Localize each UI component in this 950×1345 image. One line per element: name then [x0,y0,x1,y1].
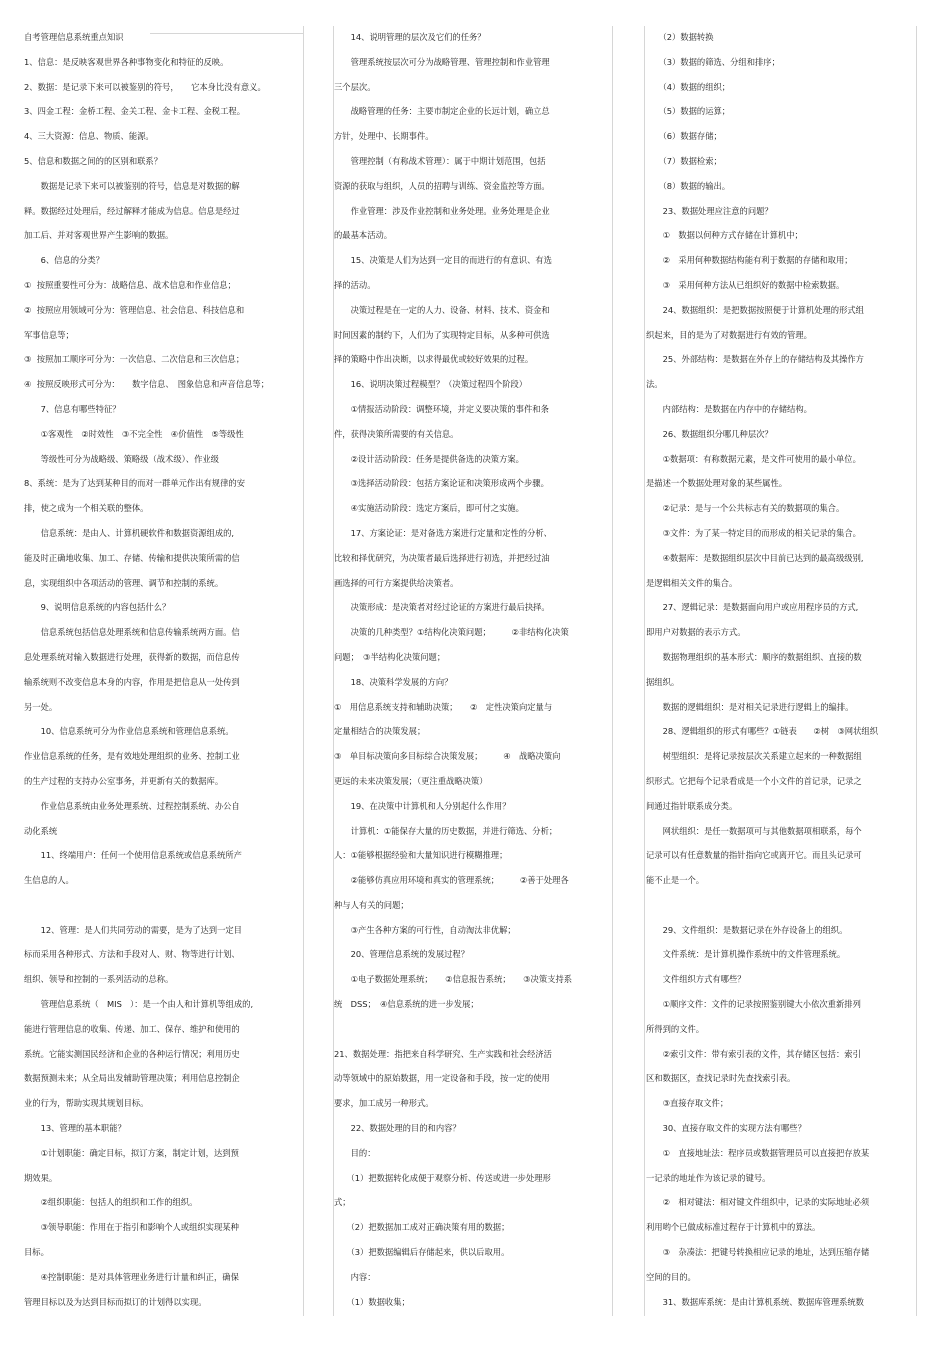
text-line: 20、管理信息系统的发展过程？ [334,949,470,960]
text-line: 军事信息等； [24,329,74,340]
text-line: 系统。它能实测国民经济和企业的各种运行情况；利用历史 [24,1048,240,1059]
text-line: 管理控制（有称战术管理）：属于中期计划范围，包括 [334,155,546,166]
text-line: 19、在决策中计算机和人分别起什么作用？ [334,800,511,811]
text-line: 27、逻辑记录：是数据面向用户或应用程序员的方式, [646,602,859,613]
text-line: 9、说明信息系统的内容包括什么？ [24,602,171,613]
text-line: 的生产过程的支持办公室事务，并更新有关的数据库。 [24,775,224,786]
text-line: ③文件：为了某一特定目的而形成的相关记录的集合。 [646,527,861,538]
text-line: 记录可以有任意数量的指针指向它或离开它。而且头记录可 [646,850,862,861]
text-line: 人：①能够根据经验和大量知识进行模糊推理； [334,850,508,861]
text-line: 输系统则不改变信息本身的内容，作用是把信息从一处传到 [24,676,240,687]
text-line: （3）把数据编辑后存储起来，供以后取用。 [334,1247,510,1258]
text-line: 18、决策科学发展的方向？ [334,676,453,687]
text-line: 一记录的地址作为该记录的键号。 [646,1172,771,1183]
text-line: 23、数据处理应注意的问题？ [646,205,773,216]
text-line: 决策过程是在一定的人力、设备、材料、技术、资金和 [334,304,550,315]
text-line: 3、四金工程：金桥工程、金关工程、金卡工程、金税工程。 [24,106,245,117]
text-line: 择的活动。 [334,279,376,290]
text-line: 26、数据组织分哪几种层次？ [646,428,773,439]
text-line: （6）数据存储； [646,131,722,142]
text-line: ③ 按照加工顺序可分为：一次信息、二次信息和三次信息； [24,354,245,365]
text-line: 能进行管理信息的收集、传递、加工、保存、维护和使用的 [24,1023,240,1034]
text-line: 空间的目的。 [646,1271,696,1282]
text-line: （2）数据转换 [646,32,714,42]
text-line: 组织、领导和控制的一系列活动的总称。 [24,974,174,985]
text-line: ③ 采用何种方法从已组织好的数据中检索数据。 [646,279,845,290]
text-line: 目标。 [24,1247,49,1258]
text-line: 17、方案论证：是对备选方案进行定量和定性的分析、 [334,527,552,538]
text-line: ②记录：是与一个公共标志有关的数据项的集合。 [646,503,845,514]
text-line: 作业管理：涉及作业控制和业务处理。业务处理是企业 [334,205,550,216]
paragraph-gap [646,893,914,918]
text-line: 式； [334,1197,351,1208]
text-column-right [646,25,914,1314]
text-line: 1、信息：是反映客观世界各种事物变化和特征的反映。 [24,56,229,67]
text-line: ① 直接地址法：程序员或数据管理员可以直接把存放某 [646,1147,870,1158]
text-line: 6、信息的分类？ [24,255,104,266]
text-line: 织形式。它把每个记录看成是一个小文件的首记录，记录之 [646,775,862,786]
text-line: 息，实现组织中各项活动的管理、调节和控制的系统。 [24,577,224,588]
text-line: 管理系统按层次可分为战略管理、管理控制和作业管理 [334,56,550,67]
text-line: 织起来，目的是为了对数据进行有效的管理。 [646,329,812,340]
text-line: 择的策略中作出决断，以求得最优或较好效果的过程。 [334,354,534,365]
text-line: ① 数据以何种方式存储在计算机中； [646,230,803,241]
text-line: 管理目标以及为达到目标而拟订的计划得以实现。 [24,1296,207,1307]
text-line: ②设计活动阶段：任务是提供备选的决策方案。 [334,453,524,464]
text-line: 利用哟个已做成标准过程存于计算机中的算法。 [646,1222,821,1233]
text-line: 种与人有关的问题； [334,899,409,910]
text-line: 所得到的文件。 [646,1023,705,1034]
text-line: （4）数据的组织； [646,81,731,92]
text-line: 件，获得决策所需要的有关信息。 [334,428,459,439]
text-line: 动等领域中的原始数据，用一定设备和手段，按一定的使用 [334,1073,550,1084]
text-line: ④控制职能：是对具体管理业务进行计量和纠正，确保 [24,1271,239,1282]
text-line: ①数据项：有称数据元素，是文件可使用的最小单位。 [646,453,861,464]
text-line: 信息系统：是由人、计算机硬软件和数据资源组成的, [24,527,235,538]
text-line: 12、管理：是人们共同劳动的需要，是为了达到一定目 [24,924,242,935]
text-line: 作业信息系统由业务处理系统、过程控制系统、办公自 [24,800,240,811]
text-line: 战略管理的任务：主要市制定企业的长远计划，确立总 [334,106,550,117]
text-line: 即用户对数据的表示方式。 [646,627,746,638]
text-line: 作业信息系统的任务，是有效地处理组织的业务、控制工业 [24,751,240,762]
text-line: 21、数据处理：指把来自科学研究、生产实践和社会经济活 [334,1048,552,1059]
text-line: 比较和择优研究，为决策者最后选择进行初选，并把经过油 [334,552,550,563]
text-line: 数据物理组织的基本形式：顺序的数据组织、直接的数 [646,651,862,662]
text-line: 三个层次。 [334,81,376,92]
text-column-left [24,25,302,1314]
text-line: 决策的几种类型？①结构化决策问题； ②非结构化决策 [334,627,569,638]
text-line: 问题； ③半结构化决策问题； [334,651,446,662]
text-line: 文件组织方式有哪些？ [646,974,746,985]
column-divider [644,26,645,1316]
text-line: 管理信息系统（ MIS ）：是一个由人和计算机等组成的, [24,999,254,1010]
text-line: 画选择的可行方案提供给决策者。 [334,577,459,588]
text-line: 信息系统包括信息处理系统和信息传输系统两方面。信 [24,627,240,638]
text-line: 能及时正确地收集、加工、存储、传输和提供决策所需的信 [24,552,240,563]
text-line: ④实施活动阶段：选定方案后，即可付之实施。 [334,503,524,514]
text-line: 定量相结合的决策发展； [334,726,426,737]
text-line: 5、信息和数据之间的的区别和联系？ [24,155,163,166]
text-line: 区和数据区，查找记录时先查找索引表。 [646,1073,796,1084]
text-line: ③领导职能：作用在于指引和影响个人或组织实现某种 [24,1222,239,1233]
text-line: 内部结构：是数据在内存中的存储结构。 [646,403,812,414]
text-line: 31、数据库系统：是由计算机系统、数据库管理系统数 [646,1296,864,1307]
text-line: 释。数据经过处理后，经过解释才能成为信息。信息是经过 [24,205,240,216]
text-line: ③ 单目标决策向多目标综合决策发展； ④ 战略决策向 [334,751,561,762]
text-line: 2、数据：是记录下来可以被鉴别的符号， 它本身比没有意义。 [24,81,266,92]
column-divider [916,26,917,1316]
text-line: ④数据库：是数据组织层次中目前已达到的最高级级别, [646,552,864,563]
text-line: 法。 [646,379,663,390]
column-divider [612,26,613,1316]
text-line: 资源的获取与组织，人员的招聘与训练、资金监控等方面。 [334,180,550,191]
text-column-middle [334,25,612,1314]
text-line: （8）数据的输出。 [646,180,731,191]
text-line: （5）数据的运算； [646,106,731,117]
text-line: （1）把数据转化成便于观察分析、传送或进一步处理形 [334,1172,551,1183]
text-line: 30、直接存取文件的实现方法有哪些？ [646,1123,806,1134]
text-line: ③直接存取文件； [646,1098,729,1109]
text-line: 数据是记录下来可以被鉴别的符号，信息是对数据的解 [24,180,240,191]
text-line: 24、数据组织：是把数据按照便于计算机处理的形式组 [646,304,864,315]
text-line: 28、逻辑组织的形式有哪些？①链表 ②树 ③网状组织 [646,726,878,737]
text-line: 4、三大资源：信息、物质、能源。 [24,131,154,142]
text-line: ② 采用何种数据结构能有利于数据的存储和取用； [646,255,853,266]
text-line: 网状组织：是任一数据项可与其他数据项相联系，每个 [646,825,862,836]
text-line: ③ 杂凑法：把键号转换相应记录的地址，达到压缩存储 [646,1247,870,1258]
text-line: ① 按照重要性可分为：战略信息、战术信息和作业信息； [24,279,236,290]
text-line: ①客观性 ②时效性 ③不完全性 ④价值性 ⑤等级性 [24,428,244,439]
text-line: 据组织。 [646,676,680,687]
text-line: 统 DSS； ④信息系统的进一步发展； [334,999,479,1010]
text-line: 的最基本活动。 [334,230,393,241]
text-line: 排，使之成为一个相关联的整体。 [24,503,149,514]
text-line: 13、管理的基本职能？ [24,1123,126,1134]
text-line: 16、说明决策过程模型？（决策过程四个阶段） [334,379,528,390]
text-line: 11、终端用户：任何一个使用信息系统或信息系统所产 [24,850,242,861]
text-line: 动化系统 [24,825,58,836]
text-line: 29、文件组织：是数据记录在外存设备上的组织。 [646,924,848,935]
text-line: 数据的逻辑组织：是对相关记录进行逻辑上的编排。 [646,701,854,712]
text-line: （1）数据收集； [334,1296,410,1307]
text-line: 10、信息系统可分为作业信息系统和管理信息系统。 [24,726,234,737]
text-line: 更远的未来决策发展；（更注重战略决策） [334,775,488,786]
text-line: ① 用信息系统支持和辅助决策； ② 定性决策向定量与 [334,701,553,712]
text-line: ①电子数据处理系统； ②信息报告系统； ③决策支持系 [334,974,573,985]
text-line: 期效果。 [24,1172,58,1183]
text-line: 8、系统：是为了达到某种目的而对一群单元作出有规律的安 [24,478,245,489]
text-line: 标而采用各种形式、方法和手段对人、财、物等进行计划、 [24,949,240,960]
text-line: 要求，加工成另一种形式。 [334,1098,434,1109]
text-line: 另一处。 [24,701,58,712]
text-line: ①计划职能：确定目标，拟订方案，制定计划，达到预 [24,1147,239,1158]
text-line: ②索引文件：带有索引表的文件，其存储区包括：索引 [646,1048,861,1059]
text-line: ④ 按照反映形式可分为： 数字信息、 图象信息和声音信息等； [24,379,270,390]
text-line: 14、说明管理的层次及它们的任务？ [334,32,486,42]
text-line: 22、数据处理的目的和内容？ [334,1123,461,1134]
text-line: 生信息的人。 [24,875,74,886]
text-line: 25、外部结构：是数据在外存上的存储结构及其操作方 [646,354,864,365]
text-line: 数据预测未来；从全局出发辅助管理决策；利用信息控制企 [24,1073,240,1084]
text-line: 计算机：①能保存大量的历史数据，并进行筛选、分析； [334,825,558,836]
column-divider [303,26,304,1316]
text-line: 15、决策是人们为达到一定目的而进行的有意识、有选 [334,255,552,266]
text-line: 能不止是一个。 [646,875,705,886]
text-line: （2）把数据加工成对正确决策有用的数据； [334,1222,510,1233]
text-line: ② 按照应用领域可分为：管理信息、社会信息、科技信息和 [24,304,245,315]
text-line: ①情报活动阶段：调整环境，并定义要决策的事件和条 [334,403,549,414]
paragraph-gap [24,893,302,918]
text-line: 自考管理信息系统重点知识 [24,32,124,42]
text-line: 内容： [334,1271,376,1282]
text-line: 间通过指针联系成分类。 [646,800,738,811]
text-line: 是逻辑相关文件的集合。 [646,577,738,588]
text-line: ①顺序文件：文件的记录按照鉴别键大小依次重新排列 [646,999,861,1010]
text-line: （3）数据的筛选、分组和排序； [646,56,780,67]
text-line: ③产生各种方案的可行性，自动淘汰非优解； [334,924,516,935]
text-line: 文件系统：是计算机操作系统中的文件管理系统。 [646,949,846,960]
text-line: 等级性可分为战略级、策略级（战术级）、作业级 [24,453,219,464]
text-line: 目的： [334,1147,376,1158]
text-line: ③选择活动阶段：包括方案论证和决策形成两个步骤。 [334,478,549,489]
text-line: ② 相对键法：相对键文件组织中，记录的实际地址必须 [646,1197,870,1208]
text-line: 树型组织：是将记录按层次关系建立起来的一种数据组 [646,751,862,762]
paragraph-gap [334,1017,612,1042]
text-line: 时间因素的制约下，人们为了实现特定目标，从多种可供选 [334,329,550,340]
text-line: 方针，处理中、长期事件。 [334,131,434,142]
text-line: 决策形成：是决策者对经过论证的方案进行最后抉择。 [334,602,550,613]
text-line: 是描述一个数据处理对象的某些属性。 [646,478,788,489]
text-line: ②能够仿真应用环境和真实的管理系统； ②善于处理各 [334,875,569,886]
text-line: （7）数据检索； [646,155,722,166]
text-line: 7、信息有哪些特征？ [24,403,121,414]
text-line: 息处理系统对输入数据进行处理，获得新的数据，而信息传 [24,651,240,662]
text-line: 加工后、并对客观世界产生影响的数据。 [24,230,174,241]
text-line: 业的行为，帮助实现其规划目标。 [24,1098,149,1109]
text-line: ②组织职能：包括人的组织和工作的组织。 [24,1197,198,1208]
